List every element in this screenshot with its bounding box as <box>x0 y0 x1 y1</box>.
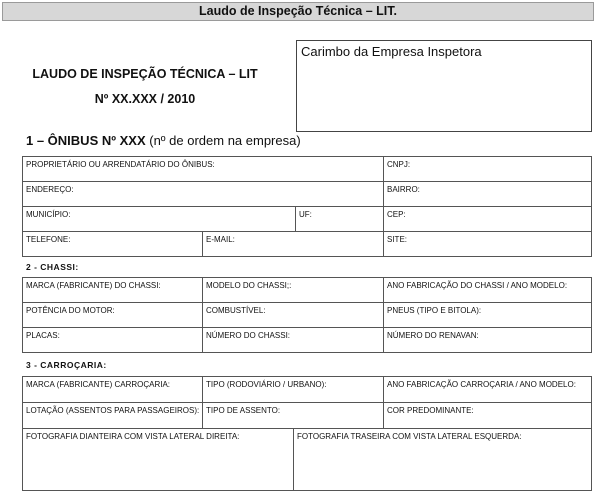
document-banner: Laudo de Inspeção Técnica – LIT. <box>2 2 594 21</box>
renavan-field[interactable]: NÚMERO DO RENAVAN: <box>383 327 592 353</box>
email-field[interactable]: E-MAIL: <box>202 231 384 257</box>
stamp-label: Carimbo da Empresa Inspetora <box>301 44 482 59</box>
section-1-title: 1 – ÔNIBUS Nº XXX <box>26 133 146 148</box>
photo-front-field[interactable]: FOTOGRAFIA DIANTEIRA COM VISTA LATERAL DIREITA: <box>22 428 294 491</box>
body-year-field[interactable]: ANO FABRICAÇÃO CARROÇARIA / ANO MODELO: <box>383 376 592 403</box>
document-number: Nº XX.XXX / 2010 <box>94 92 196 106</box>
tires-field[interactable]: PNEUS (TIPO E BITOLA): <box>383 302 592 328</box>
uf-field[interactable]: UF: <box>295 206 384 232</box>
body-brand-field[interactable]: MARCA (FABRICANTE) CARROÇARIA: <box>22 376 203 403</box>
chassis-number-field[interactable]: NÚMERO DO CHASSI: <box>202 327 384 353</box>
plates-field[interactable]: PLACAS: <box>22 327 203 353</box>
site-field[interactable]: SITE: <box>383 231 592 257</box>
chassis-year-field[interactable]: ANO FABRICAÇÃO DO CHASSI / ANO MODELO: <box>383 277 592 303</box>
body-type-field[interactable]: TIPO (RODOVIÁRIO / URBANO): <box>202 376 384 403</box>
chassis-model-field[interactable]: MODELO DO CHASSI;: <box>202 277 384 303</box>
color-field[interactable]: COR PREDOMINANTE: <box>383 402 592 429</box>
city-field[interactable]: MUNICÍPIO: <box>22 206 296 232</box>
section-1-subtitle: (nº de ordem na empresa) <box>145 133 301 148</box>
inspector-stamp-box <box>296 40 592 132</box>
document-title: LAUDO DE INSPEÇÃO TÉCNICA – LIT <box>32 67 258 81</box>
seat-type-field[interactable]: TIPO DE ASSENTO: <box>202 402 384 429</box>
cep-field[interactable]: CEP: <box>383 206 592 232</box>
engine-power-field[interactable]: POTÊNCIA DO MOTOR: <box>22 302 203 328</box>
address-field[interactable]: ENDEREÇO: <box>22 181 384 207</box>
capacity-field[interactable]: LOTAÇÃO (ASSENTOS PARA PASSAGEIROS): <box>22 402 203 429</box>
chassis-brand-field[interactable]: MARCA (FABRICANTE) DO CHASSI: <box>22 277 203 303</box>
owner-field[interactable]: PROPRIETÁRIO OU ARRENDATÁRIO DO ÔNIBUS: <box>22 156 384 182</box>
section-3-title: 3 - CARROÇARIA: <box>26 360 107 370</box>
photo-rear-field[interactable]: FOTOGRAFIA TRASEIRA COM VISTA LATERAL ESQUERDA: <box>293 428 592 491</box>
section-1-heading <box>26 133 301 148</box>
section-2-title: 2 - CHASSI: <box>26 262 79 272</box>
cnpj-field[interactable]: CNPJ: <box>383 156 592 182</box>
phone-field[interactable]: TELEFONE: <box>22 231 203 257</box>
district-field[interactable]: BAIRRO: <box>383 181 592 207</box>
fuel-field[interactable]: COMBUSTÍVEL: <box>202 302 384 328</box>
